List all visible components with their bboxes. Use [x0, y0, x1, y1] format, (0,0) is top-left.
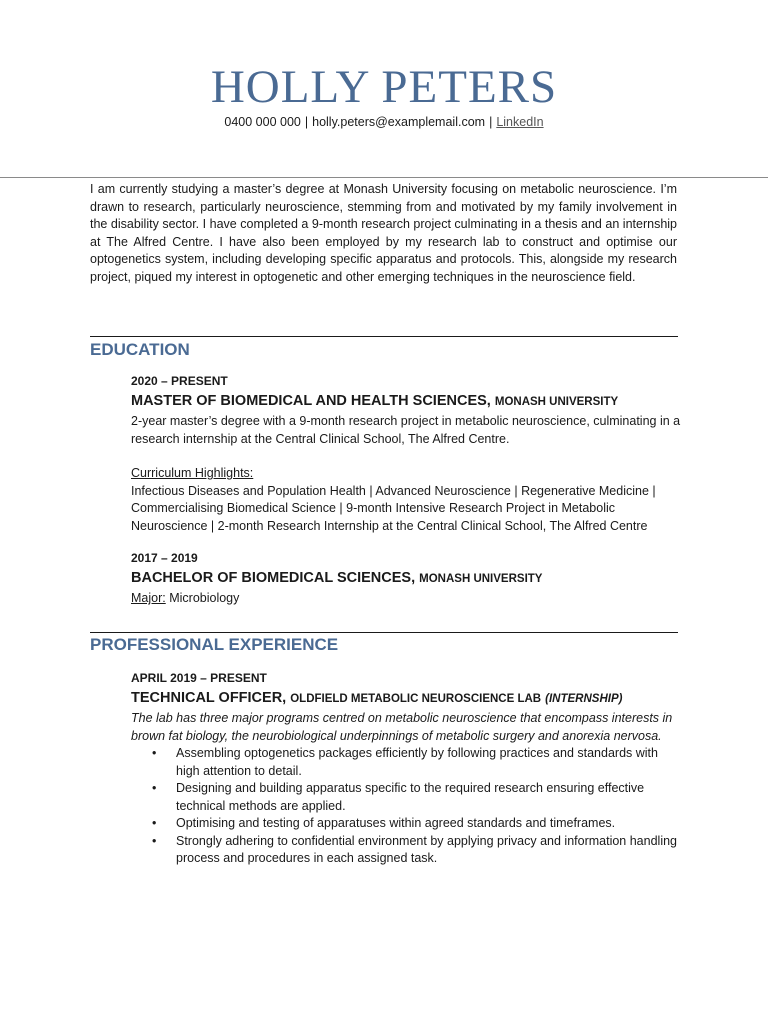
header-divider: [0, 177, 768, 178]
phone-number: 0400 000 000: [224, 115, 301, 129]
bullet-text: Optimising and testing of apparatuses within agreed standards and timeframes.: [176, 816, 616, 830]
bullet-text: Assembling optogenetics packages efficiently by following practices and standards with high attention to detail.: [176, 746, 658, 778]
contact-line: [0, 115, 768, 129]
degree-title: [131, 393, 681, 412]
linkedin-link[interactable]: LinkedIn: [496, 115, 544, 129]
lab-description: The lab has three major programs centred on metabolic neuroscience that encompass interests in brown fat biology, the neurobiological underpinnings of metabolic surgery and anorexia nervosa.: [131, 711, 673, 743]
bullet-icon: •: [152, 833, 157, 848]
bullet-icon: •: [152, 746, 157, 760]
education-entry-masters: [131, 373, 681, 535]
education-entry-bachelors: [131, 550, 681, 608]
experience-entry: [131, 670, 681, 868]
experience-divider: [90, 632, 678, 633]
employment-type: (INTERNSHIP): [545, 692, 623, 705]
bullet-icon: •: [152, 781, 157, 795]
education-heading: EDUCATION: [90, 340, 190, 359]
education-dates: 2017 – 2019: [131, 551, 198, 565]
list-item: [131, 833, 681, 868]
major-label: Major:: [131, 591, 166, 605]
degree-name: MASTER OF BIOMEDICAL AND HEALTH SCIENCES,: [131, 392, 491, 409]
profile-summary: I am currently studying a master’s degree at Monash University focusing on metabolic neuroscience. I’m drawn to research, particularly neuroscience, stemming from and motivated by my family involvement in the disability sector. I have completed a 9-month research project culminating in a thesis and an internship at The Alfred Centre. I have also been employed by my research lab to construct and optimise our optogenetics system, including developing specific apparatus and protocols. This, alongside my research project, piqued my interest in optogenetic and other emerging techniques in the neuroscience field.: [90, 182, 677, 284]
candidate-name: HOLLY PETERS: [210, 61, 558, 113]
education-divider: [90, 336, 678, 337]
degree-title: [131, 570, 681, 589]
curriculum-highlights-label: Curriculum Highlights:: [131, 466, 254, 480]
separator: |: [489, 115, 493, 129]
education-dates: 2020 – PRESENT: [131, 374, 228, 388]
experience-dates: APRIL 2019 – PRESENT: [131, 671, 267, 685]
curriculum-highlights: Infectious Diseases and Population Health | Advanced Neuroscience | Regenerative Medicine | Commercialising Biomedical Science | 9-month Intensive Research Project in Metabolic Neuroscience | 2-month Research Internship at the Central Clinical School, The Alfred Centre: [131, 483, 656, 533]
institution-name: MONASH UNIVERSITY: [419, 572, 543, 585]
separator: |: [304, 115, 309, 129]
bullet-icon: •: [152, 816, 157, 830]
bullet-text: Designing and building apparatus specific to the required research ensuring effective technical methods are applied.: [176, 781, 645, 813]
institution-name: MONASH UNIVERSITY: [494, 395, 619, 408]
list-item: [131, 780, 681, 815]
list-item: [131, 815, 681, 833]
organisation-name: OLDFIELD METABOLIC NEUROSCIENCE LAB: [290, 692, 542, 705]
experience-heading: PROFESSIONAL EXPERIENCE: [90, 635, 339, 654]
list-item: [131, 745, 681, 780]
responsibilities-list: [131, 745, 681, 868]
role-name: TECHNICAL OFFICER,: [131, 689, 287, 706]
major-value: Microbiology: [169, 591, 240, 605]
email-address: holly.peters@examplemail.com: [312, 115, 486, 129]
degree-description: 2-year master’s degree with a 9-month research project in metabolic neuroscience, culminating in a research internship at the Central Clinical School, The Alfred Centre.: [131, 414, 681, 446]
job-title: [131, 690, 681, 709]
major-line: [131, 590, 681, 608]
bullet-text: Strongly adhering to confidential environment by applying privacy and information handling process and procedures in each assigned task.: [176, 833, 678, 865]
degree-name: BACHELOR OF BIOMEDICAL SCIENCES,: [131, 569, 416, 586]
